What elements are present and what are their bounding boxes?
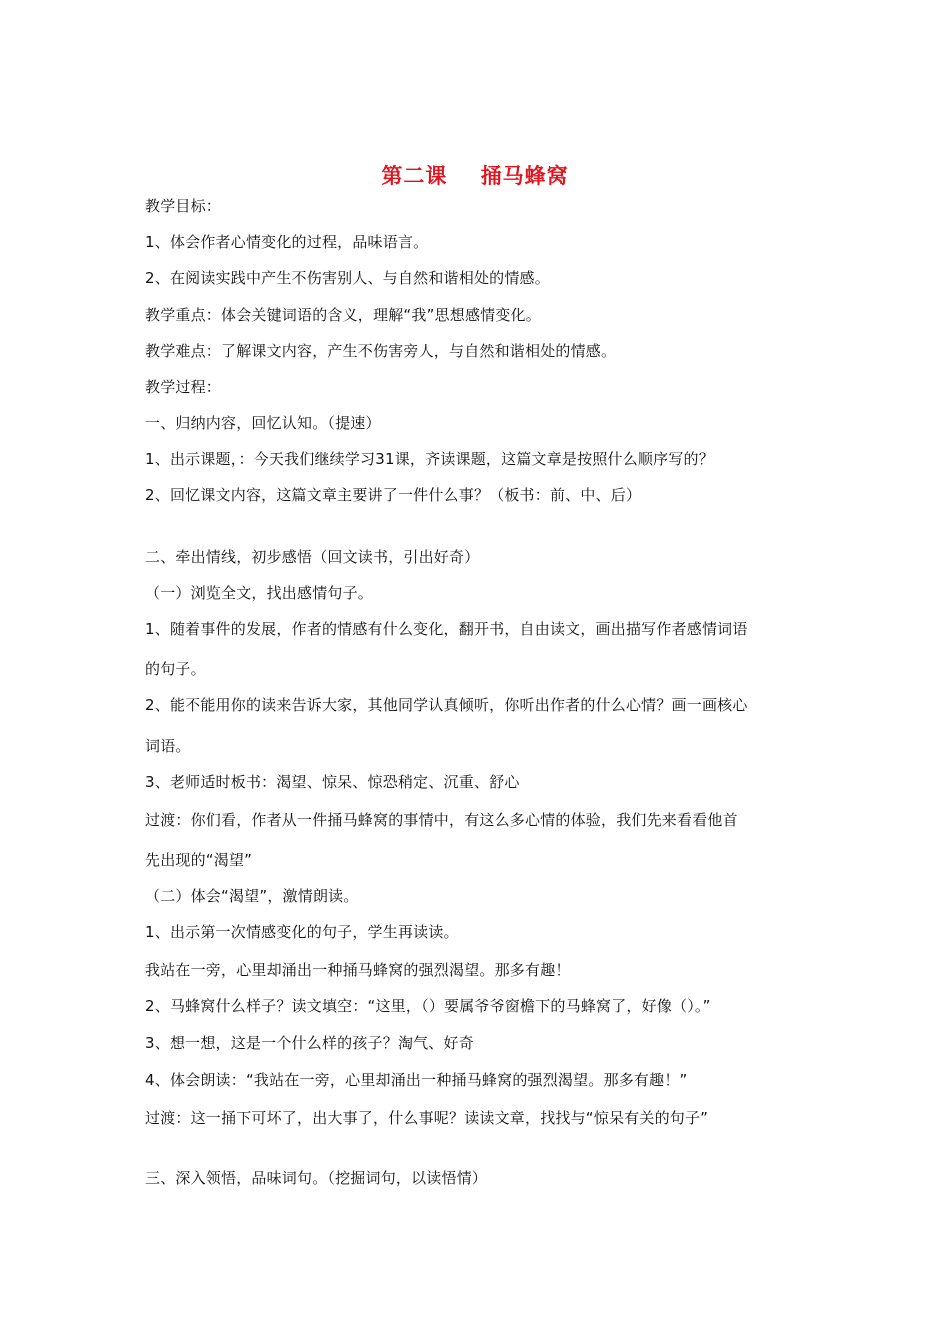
section-1-heading: 一、归纳内容，回忆认知。（提速） [145, 414, 381, 432]
section-3-heading: 三、深入领悟，品味词句。（挖掘词句，以读悟情） [145, 1169, 488, 1187]
subsection-2-2-item-4: 4、体会朗读：“我站在一旁，心里却涌出一种捅马蜂窝的强烈渴望。那多有趣！” [145, 1071, 688, 1089]
transition-2: 过渡：这一捅下可坏了，出大事了，什么事呢？读读文章，找找与“惊呆有关的句子” [145, 1109, 709, 1127]
section-2-heading: 二、牵出情线，初步感悟（回文读书，引出好奇） [145, 548, 480, 566]
subsection-2-2-item-2: 2、马蜂窝什么样子？读文填空：“这里，（）要属爷爷窗檐下的马蜂窝了，好像（）。” [145, 997, 711, 1015]
quoted-sentence: 我站在一旁，心里却涌出一种捅马蜂窝的强烈渴望。那多有趣！ [145, 961, 571, 979]
subsection-2-1-item-2: 2、能不能用你的读来告诉大家，其他同学认真倾听，你听出作者的什么心情？画一画核心 [145, 696, 748, 714]
teaching-goals-heading: 教学目标： [145, 197, 222, 215]
transition-1-cont: 先出现的“渴望” [145, 851, 253, 869]
subsection-2-1-item-3: 3、老师适时板书：渴望、惊呆、惊恐稍定、沉重、舒心 [145, 773, 520, 791]
subsection-2-1-item-1: 1、随着事件的发展，作者的情感有什么变化，翻开书，自由读文，画出描写作者感情词语 [145, 620, 748, 638]
subsection-2-2-heading: （二）体会“渴望”，激情朗读。 [145, 887, 359, 905]
teaching-difficulty: 教学难点：了解课文内容，产生不伤害旁人，与自然和谐相处的情感。 [145, 342, 617, 360]
section-1-item-2: 2、回忆课文内容，这篇文章主要讲了一件什么事？（板书：前、中、后） [145, 486, 642, 504]
section-1-item-1: 1、出示课题，：今天我们继续学习31课，齐读课题，这篇文章是按照什么顺序写的？ [145, 450, 714, 468]
lesson-title: 第二课 捅马蜂窝 [381, 164, 569, 188]
subsection-2-1-item-2-cont: 词语。 [145, 737, 191, 755]
goal-item-2: 2、在阅读实践中产生不伤害别人、与自然和谐相处的情感。 [145, 269, 550, 287]
subsection-2-1-item-1-cont: 的句子。 [145, 660, 206, 678]
subsection-2-2-item-3: 3、想一想，这是一个什么样的孩子？淘气、好奇 [145, 1034, 474, 1052]
subsection-2-1-heading: （一）浏览全文，找出感情句子。 [145, 584, 374, 602]
subsection-2-2-item-1: 1、出示第一次情感变化的句子，学生再读读。 [145, 923, 459, 941]
goal-item-1: 1、体会作者心情变化的过程，品味语言。 [145, 233, 429, 251]
teaching-process-heading: 教学过程： [145, 378, 222, 396]
transition-1: 过渡：你们看，作者从一件捅马蜂窝的事情中，有这么多心情的体验，我们先来看看他首 [145, 811, 738, 829]
teaching-focus: 教学重点：体会关键词语的含义，理解“我”思想感情变化。 [145, 306, 541, 324]
